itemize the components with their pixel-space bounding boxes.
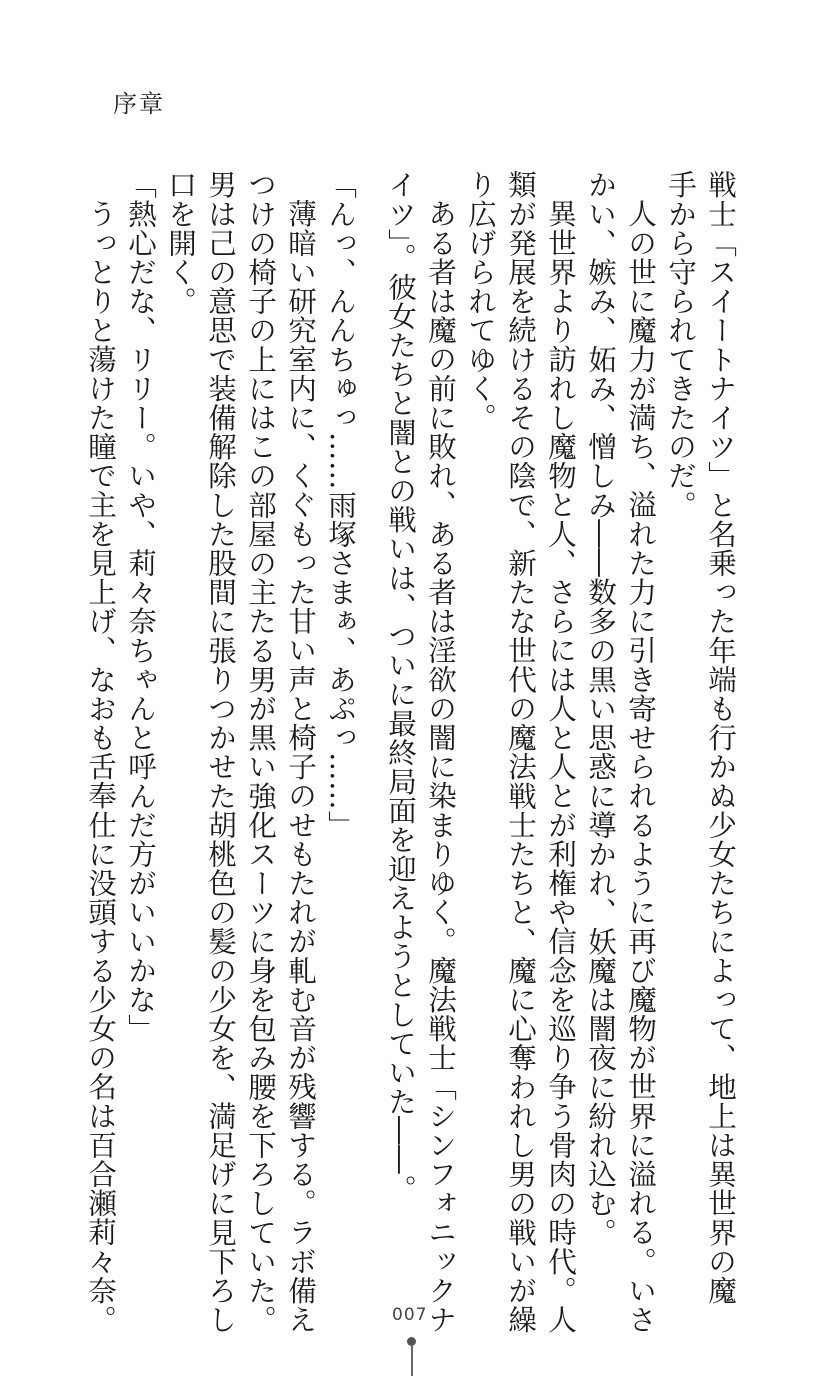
body-line-8: ある者は魔の前に敗れ、ある者は淫欲の闇に染まりゆく。魔法戦士「シンフォニックナ bbox=[424, 199, 458, 1334]
page-number: 007 bbox=[392, 1305, 428, 1325]
page-marker-line bbox=[411, 1345, 413, 1376]
body-line-14: 男は己の意思で装備解除した股間に張りつかせた胡桃色の髪の少女を、満足げに見下ろし bbox=[204, 170, 238, 1334]
body-line-1: 戦士「スイートナイツ」と名乗った年端も行かぬ少女たちによって、地上は異世界の魔 bbox=[704, 170, 738, 1305]
body-line-3: 人の世に魔力が満ち、溢れた力に引き寄せられるように再び魔物が世界に溢れる。いさ bbox=[624, 199, 658, 1334]
body-line-6: 類が発展を続けるその陰で、新たな世代の魔法戦士たちと、魔に心奪われし男の戦いが繰 bbox=[504, 170, 538, 1334]
chapter-title: 序章 bbox=[113, 90, 165, 118]
body-line-9: イツ」。彼女たちと闇との戦いは、ついに最終局面を迎えようとしていた――。 bbox=[384, 170, 418, 1204]
body-line-15: 口を開く。 bbox=[164, 170, 198, 316]
body-line-2: 手から守られてきたのだ。 bbox=[664, 170, 698, 520]
body-line-13: つけの椅子の上にはこの部屋の主たる男が黒い強化スーツに身を包み腰を下ろしていた。 bbox=[244, 170, 278, 1334]
body-line-17: うっとりと蕩けた瞳で主を見上げ、なおも舌奉仕に没頭する少女の名は百合瀬莉々奈。 bbox=[84, 199, 118, 1334]
body-line-12: 薄暗い研究室内に、くぐもった甘い声と椅子のせもたれが軋む音が残響する。ラボ備え bbox=[284, 199, 318, 1334]
body-line-4: かい、嫉み、妬み、憎しみ――数多の黒い思惑に導かれ、妖魔は闇夜に紛れ込む。 bbox=[584, 170, 618, 1247]
body-line-11: 「んっ、んんちゅっ……雨塚さまぁ、あぷっ……」 bbox=[324, 170, 358, 840]
body-line-16: 「熱心だな、リリー。いや、莉々奈ちゃんと呼んだ方がいいかな」 bbox=[124, 170, 158, 1043]
body-line-7: り広げられてゆく。 bbox=[464, 170, 498, 432]
body-line-5: 異世界より訪れし魔物と人、さらには人と人とが利権や信念を巡り争う骨肉の時代。人 bbox=[544, 199, 578, 1334]
